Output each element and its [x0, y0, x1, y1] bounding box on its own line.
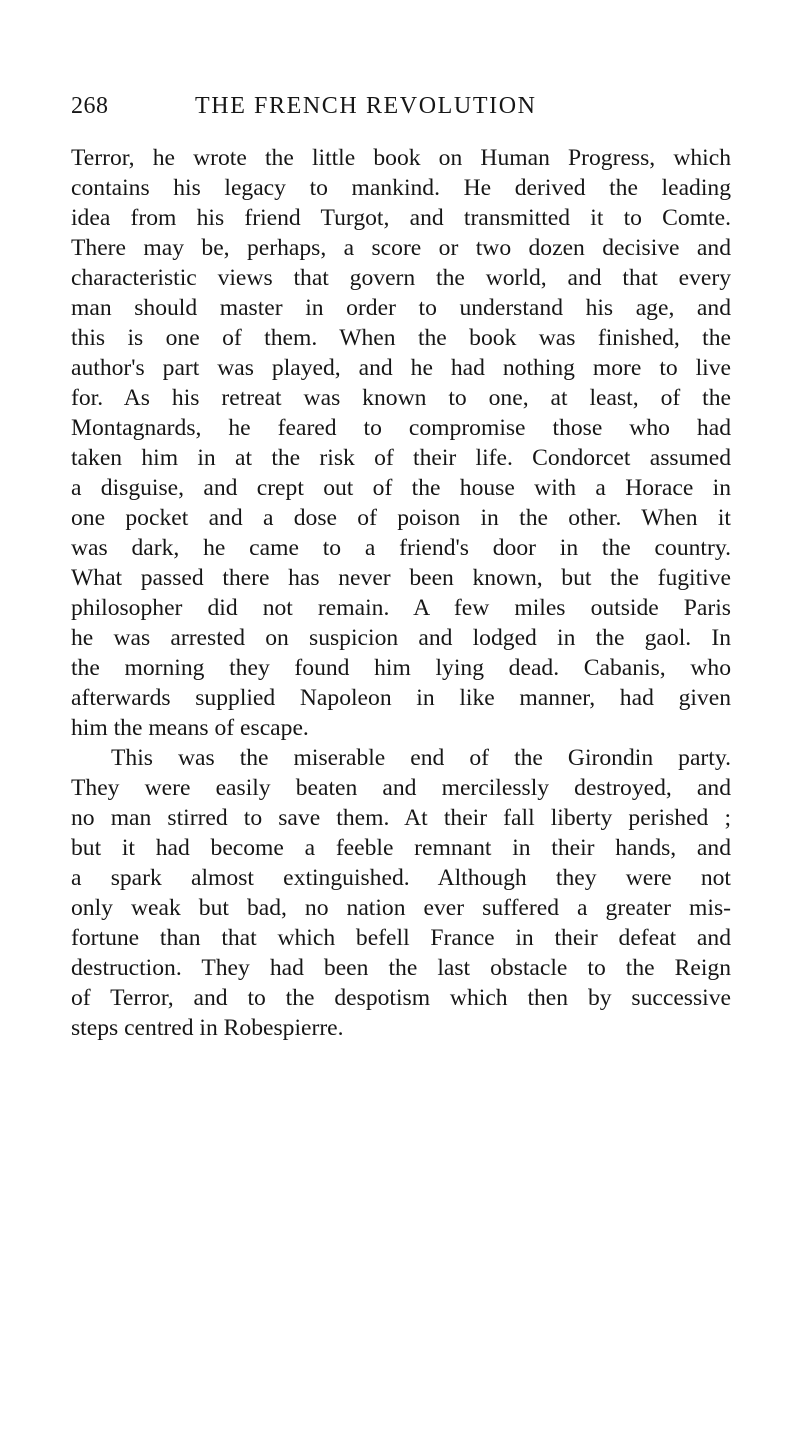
- text-line: There may be, perhaps, a score or two dozen decisive and: [71, 235, 731, 261]
- text-line: only weak but bad, no nation ever suffered a greater mis-: [71, 895, 731, 921]
- text-line: Terror, he wrote the little book on Human Progress, which: [71, 145, 731, 171]
- text-line: this is one of them. When the book was finished, the: [71, 325, 731, 351]
- text-line: for. As his retreat was known to one, at least, of the: [71, 385, 731, 411]
- running-head: [71, 91, 731, 121]
- text-line: no man stirred to save them. At their fall liberty perished ;: [71, 805, 731, 831]
- text-line: one pocket and a dose of poison in the other. When it: [71, 505, 731, 531]
- text-line: characteristic views that govern the world, and that every: [71, 265, 731, 291]
- text-line: steps centred in Robespierre.: [71, 1015, 344, 1041]
- text-line: he was arrested on suspicion and lodged in the gaol. In: [71, 625, 731, 651]
- text-line: What passed there has never been known, but the fugitive: [71, 565, 731, 591]
- text-line: philosopher did not remain. A few miles outside Paris: [71, 595, 731, 621]
- text-line: author's part was played, and he had nothing more to live: [71, 355, 731, 381]
- text-line: but it had become a feeble remnant in their hands, and: [71, 835, 731, 861]
- text-line: the morning they found him lying dead. Cabanis, who: [71, 655, 731, 681]
- text-line: him the means of escape.: [71, 715, 309, 741]
- text-line: was dark, he came to a friend's door in the country.: [71, 535, 731, 561]
- text-line: Montagnards, he feared to compromise those who had: [71, 415, 731, 441]
- running-title: THE FRENCH REVOLUTION: [195, 93, 537, 119]
- text-line: afterwards supplied Napoleon in like manner, had given: [71, 685, 731, 711]
- paragraph-2: [71, 743, 731, 1043]
- text-line: They were easily beaten and mercilessly destroyed, and: [71, 775, 731, 801]
- text-line: taken him in at the risk of their life. Condorcet assumed: [71, 445, 731, 471]
- paragraph-1: [71, 143, 731, 743]
- text-line: a spark almost extinguished. Although they were not: [71, 865, 731, 891]
- text-line: This was the miserable end of the Girondin party.: [111, 745, 731, 771]
- text-line: a disguise, and crept out of the house with a Horace in: [71, 475, 731, 501]
- body-text: [71, 143, 731, 1043]
- page-number: 268: [71, 93, 109, 119]
- text-line: idea from his friend Turgot, and transmitted it to Comte.: [71, 205, 731, 231]
- text-line: contains his legacy to mankind. He derived the leading: [71, 175, 731, 201]
- text-line: fortune than that which befell France in their defeat and: [71, 925, 731, 951]
- text-line: destruction. They had been the last obstacle to the Reign: [71, 955, 731, 981]
- text-line: man should master in order to understand his age, and: [71, 295, 731, 321]
- text-line: of Terror, and to the despotism which then by successive: [71, 985, 731, 1011]
